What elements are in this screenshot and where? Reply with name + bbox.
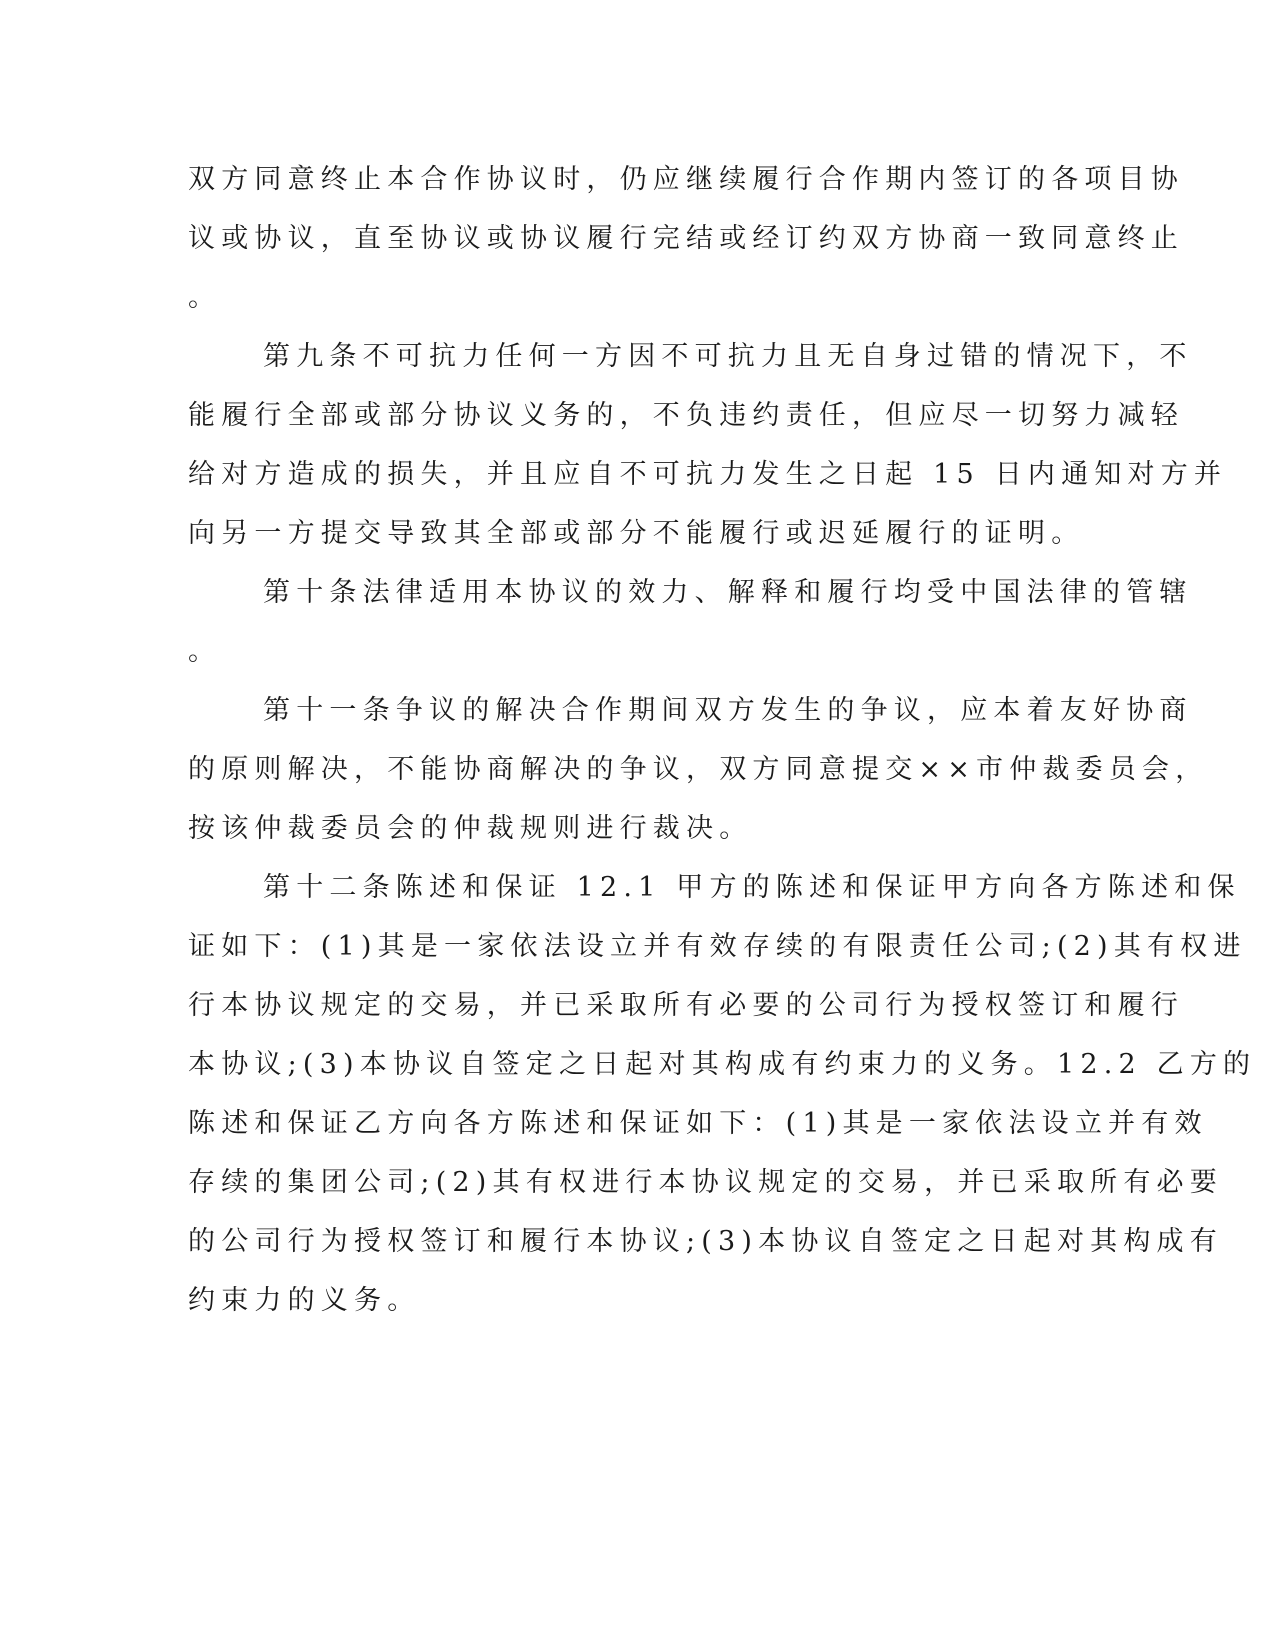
text-line: 第九条不可抗力任何一方因不可抗力且无自身过错的情况下，不 — [263, 341, 1193, 372]
text-line: 议或协议，直至协议或协议履行完结或经订约双方协商一致同意终止 — [188, 223, 1184, 254]
text-line: 给对方造成的损失，并且应自不可抗力发生之日起 15 日内通知对方并 — [188, 459, 1228, 490]
text-line: 。 — [188, 636, 222, 667]
text-line: 约束力的义务。 — [188, 1285, 421, 1316]
text-line: 的公司行为授权签订和履行本协议;(3)本协议自签定之日起对其构成有 — [188, 1226, 1223, 1257]
text-line: 。 — [188, 282, 222, 313]
text-line: 本协议;(3)本协议自签定之日起对其构成有约束力的义务。12.2 乙方的 — [188, 1049, 1257, 1080]
text-line: 行本协议规定的交易，并已采取所有必要的公司行为授权签订和履行 — [188, 990, 1184, 1021]
text-line: 第十条法律适用本协议的效力、解释和履行均受中国法律的管辖 — [263, 577, 1193, 608]
text-line: 第十二条陈述和保证 12.1 甲方的陈述和保证甲方向各方陈述和保 — [263, 872, 1241, 903]
text-line: 按该仲裁委员会的仲裁规则进行裁决。 — [188, 813, 753, 844]
text-line: 向另一方提交导致其全部或部分不能履行或迟延履行的证明。 — [188, 518, 1085, 549]
text-line: 存续的集团公司;(2)其有权进行本协议规定的交易，并已采取所有必要 — [188, 1167, 1223, 1198]
text-line: 第十一条争议的解决合作期间双方发生的争议，应本着友好协商 — [263, 695, 1193, 726]
text-line: 的原则解决，不能协商解决的争议，双方同意提交××市仲裁委员会， — [188, 754, 1209, 785]
text-line: 陈述和保证乙方向各方陈述和保证如下：(1)其是一家依法设立并有效 — [188, 1108, 1208, 1139]
text-line: 双方同意终止本合作协议时，仍应继续履行合作期内签订的各项目协 — [188, 164, 1184, 195]
text-line: 证如下：(1)其是一家依法设立并有效存续的有限责任公司;(2)其有权进 — [188, 931, 1247, 962]
text-line: 能履行全部或部分协议义务的，不负违约责任，但应尽一切努力减轻 — [188, 400, 1184, 431]
